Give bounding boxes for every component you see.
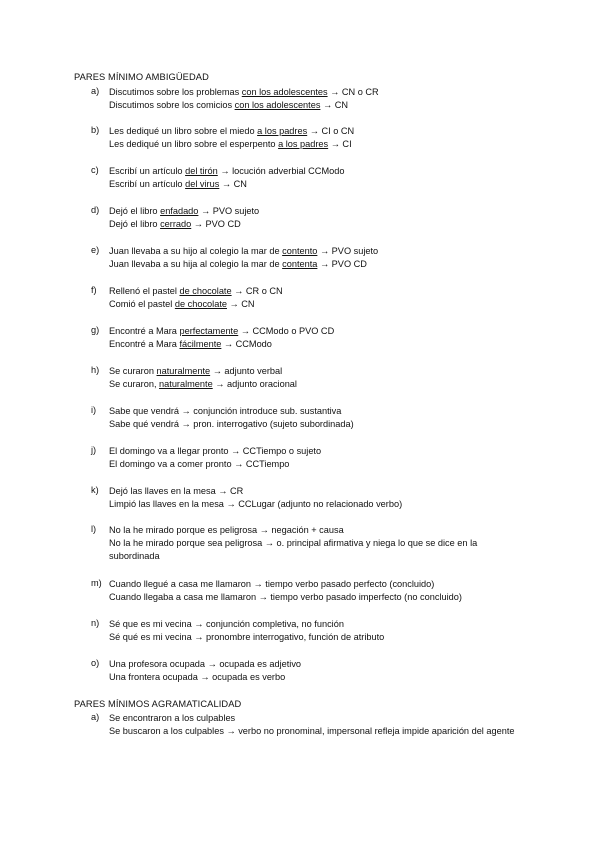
sentence-text: Se encontraron a los culpables xyxy=(109,713,236,723)
section-heading-ambiguedad: PARES MÍNIMO AMBIGÜEDAD xyxy=(74,72,209,82)
sentence-text: Escribí un artículo xyxy=(109,166,186,176)
item-label: b) xyxy=(91,125,100,135)
sentence-text: Sé qué es mi vecina → pronombre interrogativo, función de atributo xyxy=(109,632,385,642)
sentence-text: No la he mirado porque sea peligrosa → o. principal afirmativa y niega lo que se dice en la subordinada xyxy=(109,538,478,561)
sentence-text: Se buscaron a los culpables → verbo no pronominal, impersonal refleja impide aparición del agente xyxy=(109,726,515,736)
example-sentence xyxy=(109,405,341,418)
underlined-constituent: a los padres xyxy=(257,126,308,136)
item-label: k) xyxy=(91,485,99,495)
example-sentence xyxy=(109,725,529,738)
example-sentence xyxy=(109,218,241,231)
sentence-text: → CR o CN xyxy=(231,286,283,296)
item-label: l) xyxy=(91,524,97,534)
underlined-constituent: con los adolescentes xyxy=(241,87,328,97)
sentence-text: → CCModo xyxy=(221,339,272,349)
sentence-text: → CN xyxy=(320,100,348,110)
underlined-constituent: contento xyxy=(282,246,318,256)
example-sentence xyxy=(109,445,321,458)
sentence-text: No la he mirado porque es peligrosa → negación + causa xyxy=(109,525,344,535)
example-sentence xyxy=(109,378,297,391)
underlined-constituent: de chocolate xyxy=(174,299,227,309)
sentence-text: Limpió las llaves en la mesa → CCLugar (adjunto no relacionado verbo) xyxy=(109,499,403,509)
sentence-text: → PVO CD xyxy=(191,219,241,229)
underlined-constituent: con los adolescentes xyxy=(234,100,321,110)
sentence-text: Sabe que vendrá → conjunción introduce sub. sustantiva xyxy=(109,406,342,416)
example-sentence xyxy=(109,458,289,471)
sentence-text: Dejó el libro xyxy=(109,206,161,216)
underlined-constituent: cerrado xyxy=(160,219,192,229)
example-sentence xyxy=(109,245,378,258)
example-sentence xyxy=(109,365,282,378)
sentence-text: Juan llevaba a su hija al colegio la mar de xyxy=(109,259,283,269)
sentence-text: Encontré a Mara xyxy=(109,326,180,336)
sentence-text: → adjunto oracional xyxy=(212,379,297,389)
sentence-text: Cuando llegaba a casa me llamaron → tiempo verbo pasado imperfecto (no concluido) xyxy=(109,592,462,602)
sentence-text: Juan llevaba a su hijo al colegio la mar de xyxy=(109,246,283,256)
sentence-text: → PVO sujeto xyxy=(317,246,379,256)
sentence-text: Dejó las llaves en la mesa → CR xyxy=(109,486,244,496)
sentence-text: → PVO CD xyxy=(317,259,367,269)
item-label: e) xyxy=(91,245,100,255)
example-sentence xyxy=(109,205,259,218)
sentence-text: Una frontera ocupada → ocupada es verbo xyxy=(109,672,286,682)
example-sentence xyxy=(109,618,344,631)
sentence-text: → CN xyxy=(219,179,247,189)
sentence-text: Encontré a Mara xyxy=(109,339,180,349)
sentence-text: Cuando llegué a casa me llamaron → tiempo verbo pasado perfecto (concluido) xyxy=(109,579,435,589)
sentence-text: → CI o CN xyxy=(307,126,355,136)
item-label: m) xyxy=(91,578,102,588)
sentence-text: Se curaron, xyxy=(109,379,160,389)
underlined-constituent: enfadado xyxy=(160,206,199,216)
example-sentence xyxy=(109,125,354,138)
example-sentence xyxy=(109,285,283,298)
example-sentence xyxy=(109,671,285,684)
example-sentence xyxy=(109,138,352,151)
section-heading-agramaticalidad: PARES MÍNIMOS AGRAMATICALIDAD xyxy=(74,699,242,709)
sentence-text: Discutimos sobre los comicios xyxy=(109,100,235,110)
example-sentence xyxy=(109,712,235,725)
item-label: d) xyxy=(91,205,100,215)
item-label: o) xyxy=(91,658,100,668)
sentence-text: Rellenó el pastel xyxy=(109,286,180,296)
item-label: g) xyxy=(91,325,100,335)
item-label: a) xyxy=(91,86,100,96)
item-label: h) xyxy=(91,365,100,375)
sentence-text: Se curaron xyxy=(109,366,157,376)
sentence-text: → PVO sujeto xyxy=(198,206,260,216)
sentence-text: → CCModo o PVO CD xyxy=(238,326,335,336)
sentence-text: Sabe qué vendrá → pron. interrogativo (sujeto subordinada) xyxy=(109,419,354,429)
example-sentence xyxy=(109,86,379,99)
sentence-text: Sé que es mi vecina → conjunción completiva, no función xyxy=(109,619,344,629)
sentence-text: Comió el pastel xyxy=(109,299,175,309)
example-sentence xyxy=(109,298,255,311)
item-label: a) xyxy=(91,712,100,722)
underlined-constituent: naturalmente xyxy=(156,366,211,376)
sentence-text: Una profesora ocupada → ocupada es adjetivo xyxy=(109,659,302,669)
example-sentence xyxy=(109,485,243,498)
sentence-text: Dejó el libro xyxy=(109,219,161,229)
sentence-text: Discutimos sobre los problemas xyxy=(109,87,242,97)
example-sentence xyxy=(109,165,344,178)
sentence-text: Les dediqué un libro sobre el miedo xyxy=(109,126,258,136)
example-sentence xyxy=(109,418,354,431)
sentence-text: → CN xyxy=(226,299,255,309)
underlined-constituent: fácilmente xyxy=(179,339,222,349)
underlined-constituent: naturalmente xyxy=(159,379,213,389)
sentence-text: → CN o CR xyxy=(327,87,379,97)
example-sentence xyxy=(109,631,384,644)
item-label: i) xyxy=(91,405,97,415)
example-sentence xyxy=(109,498,402,511)
sentence-text: El domingo va a comer pronto → CCTiempo xyxy=(109,459,290,469)
sentence-text: Escribí un artículo xyxy=(109,179,186,189)
item-label: n) xyxy=(91,618,100,628)
sentence-text: → adjunto verbal xyxy=(210,366,283,376)
example-sentence xyxy=(109,591,462,604)
example-sentence xyxy=(109,178,247,191)
underlined-constituent: del tirón xyxy=(185,166,218,176)
underlined-constituent: a los padres xyxy=(278,139,329,149)
underlined-constituent: contenta xyxy=(282,259,318,269)
item-label: f) xyxy=(91,285,97,295)
sentence-text: → locución adverbial CCModo xyxy=(217,166,345,176)
example-sentence xyxy=(109,99,348,112)
sentence-text: Les dediqué un libro sobre el esperpento xyxy=(109,139,279,149)
item-label: j) xyxy=(91,445,97,455)
example-sentence xyxy=(109,658,301,671)
example-sentence xyxy=(109,258,367,271)
example-sentence xyxy=(109,325,334,338)
example-sentence xyxy=(109,537,529,563)
underlined-constituent: perfectamente xyxy=(179,326,239,336)
underlined-constituent: de chocolate xyxy=(179,286,232,296)
sentence-text: → CI xyxy=(328,139,352,149)
item-label: c) xyxy=(91,165,99,175)
example-sentence xyxy=(109,578,434,591)
example-sentence xyxy=(109,338,272,351)
sentence-text: El domingo va a llegar pronto → CCTiempo o sujeto xyxy=(109,446,322,456)
example-sentence xyxy=(109,524,344,537)
underlined-constituent: del virus xyxy=(185,179,220,189)
